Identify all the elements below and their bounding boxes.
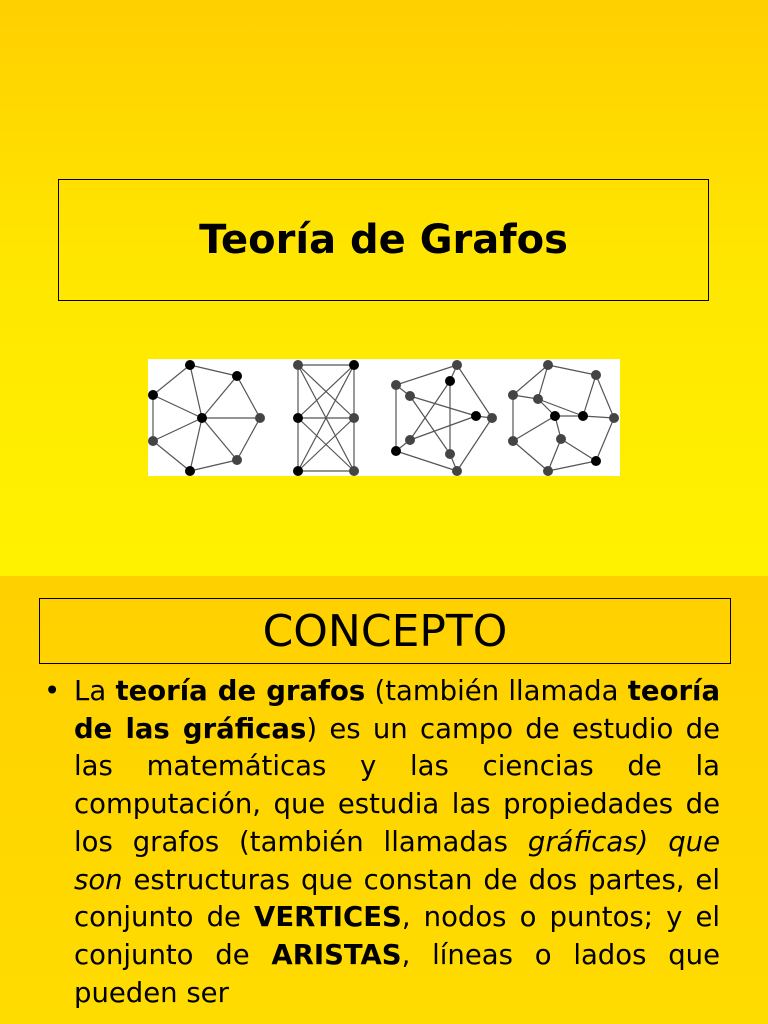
graph-vertex bbox=[391, 380, 401, 390]
title-box bbox=[58, 179, 709, 301]
graph-vertex bbox=[452, 466, 462, 476]
graph-edge bbox=[153, 395, 202, 418]
graph-edge bbox=[513, 416, 555, 441]
graph-vertex bbox=[232, 455, 242, 465]
graph-edge bbox=[561, 439, 596, 461]
concept-body bbox=[44, 673, 720, 1012]
paragraph-segment: , líneas o lados que pueden ser bbox=[74, 938, 720, 1009]
graph-vertex bbox=[452, 360, 462, 370]
graph-vertex bbox=[349, 466, 359, 476]
wheel-graph bbox=[148, 360, 265, 476]
graph-edge bbox=[548, 461, 596, 471]
paragraph-segment: teoría de grafos bbox=[115, 675, 366, 707]
paragraph-segment: ARISTAS bbox=[271, 938, 402, 971]
graph-drawings bbox=[148, 359, 620, 476]
graph-vertex bbox=[578, 411, 588, 421]
graph-edge bbox=[202, 418, 237, 460]
graph-edge bbox=[513, 365, 548, 395]
graph-vertex bbox=[543, 360, 553, 370]
graph-vertex bbox=[293, 413, 303, 423]
graph-vertex bbox=[508, 436, 518, 446]
graph-edge bbox=[548, 439, 561, 471]
graph-vertex bbox=[197, 413, 207, 423]
graph-vertex bbox=[471, 411, 481, 421]
graph-edge bbox=[190, 365, 237, 376]
graph-edge bbox=[538, 399, 583, 416]
paragraph-segment: gráficas) que son bbox=[74, 825, 720, 896]
graph-vertex bbox=[255, 413, 265, 423]
graph-vertex bbox=[591, 456, 601, 466]
graph-vertex bbox=[349, 413, 359, 423]
graph-vertex bbox=[609, 413, 619, 423]
graph-edge bbox=[153, 441, 190, 471]
graph-vertex bbox=[185, 360, 195, 370]
graph-edge bbox=[538, 365, 548, 399]
paragraph-segment: teoría de las gráficas bbox=[74, 675, 721, 745]
graph-edge bbox=[153, 418, 202, 441]
graph-vertex bbox=[405, 435, 415, 445]
graph-edge bbox=[457, 418, 492, 471]
bullet-icon: • bbox=[44, 675, 61, 707]
graph-vertex bbox=[591, 370, 601, 380]
paragraph-segment: VERTICES bbox=[254, 901, 402, 934]
graph-edge bbox=[596, 375, 614, 418]
graph-vertex bbox=[293, 360, 303, 370]
graph-edge bbox=[410, 381, 450, 440]
graph-edge bbox=[237, 376, 260, 418]
paragraph-segment: estructuras que constan de dos partes, el conjunto de bbox=[74, 863, 720, 934]
graph-vertex bbox=[533, 394, 543, 404]
graph-edge bbox=[410, 416, 476, 440]
graph-vertex bbox=[550, 411, 560, 421]
paragraph-segment: ) es un campo de estudio de las matemáticas y las ciencias de la computación, que estudia las propiedades de los grafos (también llamadas bbox=[74, 712, 720, 858]
graph-edge bbox=[237, 418, 260, 460]
graph-vertex bbox=[508, 390, 518, 400]
concept-paragraph bbox=[74, 673, 720, 1012]
paragraph-segment: La bbox=[74, 675, 116, 707]
graph-vertex bbox=[487, 413, 497, 423]
graph-vertex bbox=[543, 466, 553, 476]
graph-vertex bbox=[349, 360, 359, 370]
dense-graph bbox=[508, 360, 619, 476]
graph-edge bbox=[596, 418, 614, 461]
graph-edge bbox=[190, 460, 237, 471]
graph-vertex bbox=[148, 390, 158, 400]
paragraph-segment: , nodos o puntos; y el conjunto de bbox=[74, 901, 721, 971]
graph-edge bbox=[190, 418, 202, 471]
concept-heading: CONCEPTO bbox=[262, 605, 508, 657]
graph-vertex bbox=[391, 446, 401, 456]
graph-vertex bbox=[148, 436, 158, 446]
graph-vertex bbox=[185, 466, 195, 476]
graph-edge bbox=[153, 365, 190, 395]
graph-vertex bbox=[232, 371, 242, 381]
graph-vertex bbox=[445, 449, 455, 459]
graph-vertex bbox=[293, 466, 303, 476]
graph-edge bbox=[202, 376, 237, 418]
concept-heading-box bbox=[39, 598, 731, 664]
concept-slide bbox=[0, 576, 768, 1024]
graph-edge bbox=[548, 365, 596, 375]
graph-vertex bbox=[445, 376, 455, 386]
graph-edge bbox=[583, 375, 596, 416]
graph-vertex bbox=[405, 391, 415, 401]
graph-edge bbox=[190, 365, 202, 418]
slide-title: Teoría de Grafos bbox=[199, 217, 568, 263]
graphs-illustration bbox=[148, 359, 620, 476]
graph-edge bbox=[410, 396, 450, 454]
graph-edge bbox=[457, 365, 492, 418]
paragraph-segment: (también llamada bbox=[365, 675, 628, 707]
graph-edge bbox=[410, 396, 476, 416]
graph-vertex bbox=[556, 434, 566, 444]
graph-edge bbox=[513, 441, 548, 471]
bipartite-graph bbox=[293, 360, 359, 476]
petersen-graph bbox=[391, 360, 497, 476]
